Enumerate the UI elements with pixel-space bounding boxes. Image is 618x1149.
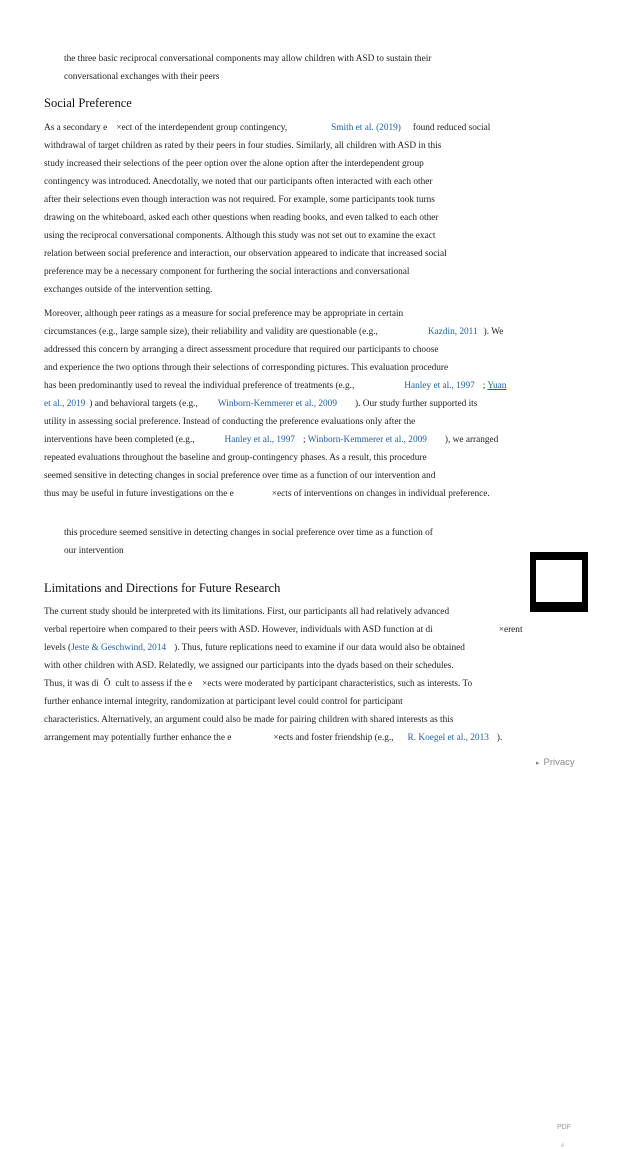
- paragraph-line: exchanges outside of the intervention setting.: [44, 285, 213, 295]
- paragraph-line: Moreover, although peer ratings as a measure for social preference may be appropriate in certain: [44, 309, 404, 319]
- paragraph-line: As a secondary e ×ect of the interdependent group contingency, Smith et al. (2019) found reduced social: [44, 123, 491, 133]
- section-heading-social-preference: Social Preference: [44, 96, 132, 110]
- paragraph-line: preference may be a necessary component for furthering the social interactions and conversational: [44, 267, 410, 277]
- pull-quote-line: the three basic reciprocal conversational components may allow children with ASD to sustain their: [64, 54, 432, 64]
- paragraph-line: study increased their selections of the peer option over the alone option after the interdependent group: [44, 159, 424, 169]
- paragraph-line: further enhance internal integrity, randomization at participant level could control for participant: [44, 697, 403, 707]
- paragraph-line: et al., 2019 ) and behavioral targets (e.g., Winborn-Kemmerer et al., 2009 ). Our study further supported its: [44, 399, 478, 409]
- paragraph-line: drawing on the whiteboard, asked each other questions when reading books, and even talked to each other: [44, 213, 439, 223]
- paragraph-line: and experience the two options through their selections of corresponding pictures. This evaluation procedure: [44, 363, 449, 373]
- pdf-sublabel: e: [561, 1143, 565, 1149]
- pdf-label: PDF: [557, 1124, 571, 1131]
- citation-link[interactable]: R. Koegel et al., 2013: [407, 733, 489, 743]
- citation-link[interactable]: Hanley et al., 1997: [404, 381, 475, 391]
- citation-link[interactable]: et al., 2019: [44, 399, 86, 409]
- pull-quote-line: this procedure seemed sensitive in detecting changes in social preference over time as a function of: [64, 528, 433, 538]
- privacy-label: Privacy: [543, 757, 575, 768]
- chevron-right-icon: ▸: [536, 760, 540, 767]
- paragraph-line: relation between social preference and interaction, our observation appeared to indicate that increased social: [44, 249, 447, 259]
- paragraph-line: with other children with ASD. Relatedly, we assigned our participants into the dyads based on their schedules.: [44, 661, 454, 671]
- paragraph-line: withdrawal of target children as rated by their peers in four studies. Similarly, all children with ASD in this: [44, 141, 442, 151]
- pull-quote-line: conversational exchanges with their peers: [64, 72, 220, 82]
- pull-quote-line: our intervention: [64, 546, 124, 556]
- paragraph-line: contingency was introduced. Anecdotally, we noted that our participants often interacted with each other: [44, 177, 433, 187]
- paragraph-line: repeated evaluations throughout the baseline and group-contingency phases. As a result, this procedure: [44, 453, 427, 463]
- paragraph-line: characteristics. Alternatively, an argument could also be made for pairing children with shared interests as this: [44, 715, 454, 725]
- citation-link[interactable]: Kazdin, 2011: [427, 327, 478, 337]
- paragraph-line: using the reciprocal conversational components. Although this study was not set out to examine the exact: [44, 231, 436, 241]
- paragraph-line: utility in assessing social preference. Instead of conducting the preference evaluations only after the: [44, 417, 416, 427]
- paragraph-line: levels (Jeste & Geschwind, 2014 ). Thus, future replications need to examine if our data would also be obtained: [44, 643, 465, 653]
- citation-link[interactable]: Smith et al. (2019): [331, 123, 401, 133]
- section-heading-limitations: Limitations and Directions for Future Research: [44, 581, 281, 595]
- paragraph-line: arrangement may potentially further enhance the e ×ects and foster friendship (e.g., R. Koegel et al., 2013 ).: [44, 733, 503, 743]
- citation-link[interactable]: Hanley et al., 1997: [224, 435, 295, 445]
- paragraph-line: verbal repertoire when compared to their peers with ASD. However, individuals with ASD function at di ×erent: [44, 625, 523, 635]
- privacy-link[interactable]: [536, 757, 575, 768]
- citation-link[interactable]: Yuan: [487, 381, 507, 391]
- citation-link[interactable]: Jeste & Geschwind, 2014: [71, 643, 167, 653]
- pdf-widget-panel: [536, 560, 582, 602]
- citation-link[interactable]: Winborn-Kemmerer et al., 2009: [217, 399, 337, 409]
- paragraph-line: Thus, it was di Õ cult to assess if the e ×ects were moderated by participant characteristics, such as interests. To: [44, 679, 473, 689]
- paragraph-line: has been predominantly used to reveal the individual preference of treatments (e.g., Hanley et al., 1997 ; Yuan: [44, 381, 507, 391]
- paragraph-line: after their selections even though interaction was not required. For example, some participants took turns: [44, 195, 435, 205]
- paragraph-line: circumstances (e.g., large sample size), their reliability and validity are questionable (e.g., Kazdin, 2011 ). We: [44, 327, 504, 337]
- paragraph-line: interventions have been completed (e.g., Hanley et al., 1997 ; Winborn-Kemmerer et al., 2009 ), we arranged: [44, 435, 499, 445]
- paragraph-line: addressed this concern by arranging a direct assessment procedure that required our participants to choose: [44, 345, 439, 355]
- paragraph-line: thus may be useful in future investigations on the e ×ects of interventions on changes in individual preference.: [44, 489, 490, 499]
- citation-link[interactable]: Winborn-Kemmerer et al., 2009: [307, 435, 427, 445]
- paragraph-line: seemed sensitive in detecting changes in social preference over time as a function of our intervention and: [44, 471, 436, 481]
- paragraph-line: The current study should be interpreted with its limitations. First, our participants all had relatively advanced: [44, 607, 450, 617]
